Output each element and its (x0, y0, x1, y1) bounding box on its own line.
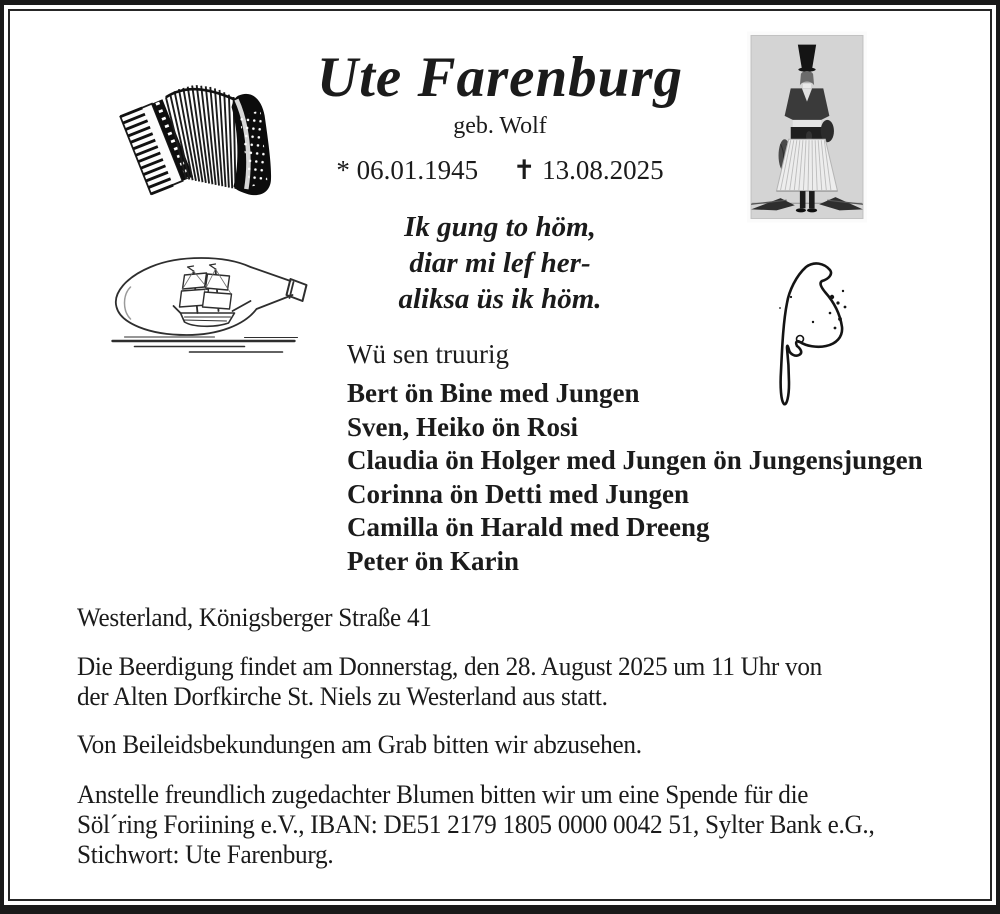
nee-name: geb. Wolf (453, 113, 547, 139)
mourner-line: Claudia ön Holger med Jungen ön Jungensjungen (347, 445, 923, 475)
mourner-line: Peter ön Karin (347, 545, 519, 576)
mourners-list (347, 377, 923, 578)
mourner-line: Camilla ön Harald med Dreeng (347, 512, 710, 542)
funeral-line: Die Beerdigung findet am Donnerstag, den 28. August 2025 um 11 Uhr von (77, 652, 822, 681)
funeral-line: der Alten Dorfkirche St. Niels zu Westerland aus statt. (77, 682, 608, 711)
verse-line: aliksa üs ik höm. (398, 283, 602, 315)
mourning-intro: Wü sen truurig (347, 339, 509, 369)
birth-date: * 06.01.1945 (336, 155, 479, 185)
condolence-note: Von Beileidsbekundungen am Grab bitten wir abzusehen. (77, 730, 642, 759)
mourner-line: Sven, Heiko ön Rosi (347, 411, 579, 442)
death-date: ✝ 13.08.2025 (512, 155, 664, 185)
donation-paragraph (77, 780, 899, 870)
verse-line: Ik gung to höm, (404, 211, 596, 243)
address-line: Westerland, Königsberger Straße 41 (77, 603, 432, 632)
mourner-line: Bert ön Bine med Jungen (347, 378, 640, 408)
mourner-line: Corinna ön Detti med Jungen (347, 478, 690, 509)
deceased-name: Ute Farenburg (316, 46, 684, 109)
donation-line: Söl´ring Foriining e.V., IBAN: DE51 2179 1805 0000 0042 51, Sylter Bank e.G., (77, 810, 875, 839)
funeral-paragraph (77, 652, 845, 712)
donation-line: Anstelle freundlich zugedachter Blumen bitten wir um eine Spende für die (77, 780, 809, 809)
life-dates (10, 155, 990, 186)
obituary-inner-frame (8, 9, 992, 901)
memorial-verse (10, 209, 990, 317)
donation-line: Stichwort: Ute Farenburg. (77, 840, 334, 869)
verse-line: diar mi lef her- (409, 247, 591, 279)
